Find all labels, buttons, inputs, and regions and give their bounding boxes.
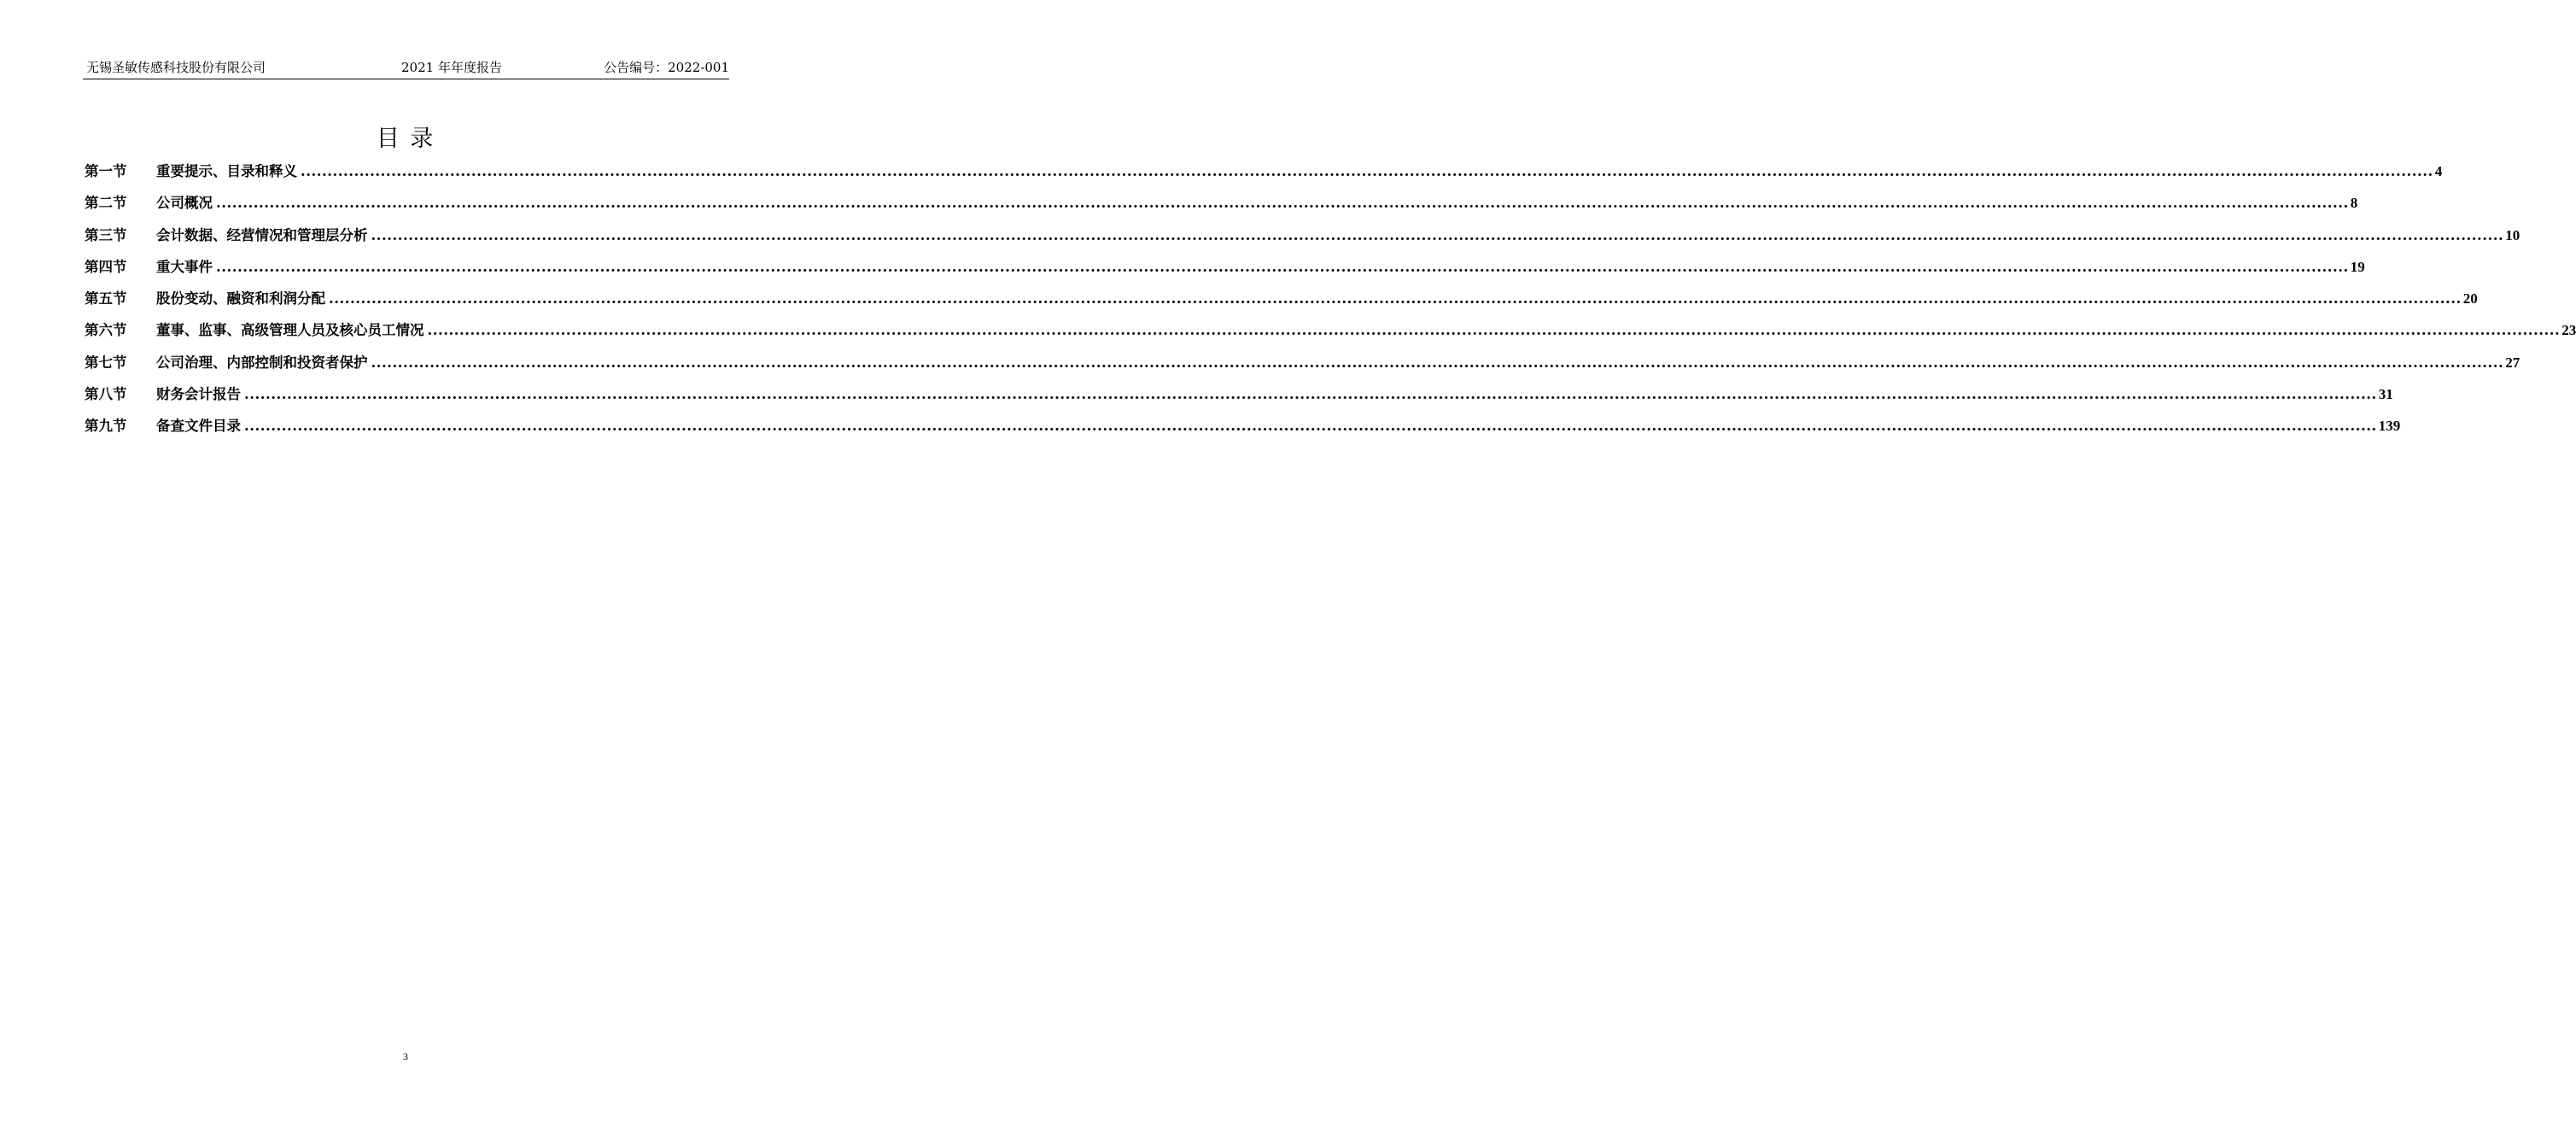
toc-page-number: 27	[2505, 354, 2521, 371]
toc-entry[interactable]	[85, 287, 2478, 319]
toc-dot-leader: ................................................................................................................................................................................................................................................................................................................................................................................................................	[244, 418, 2377, 435]
toc-section-title: 公司概况	[156, 195, 213, 212]
toc-entry[interactable]	[85, 191, 2358, 223]
header-company-name: 无锡圣敏传感科技股份有限公司	[86, 60, 266, 75]
toc-section-title: 会计数据、经营情况和管理层分析	[156, 226, 368, 243]
toc-page-number: 20	[2462, 290, 2478, 308]
toc-section-number: 第四节	[85, 258, 127, 275]
toc-entry[interactable]	[85, 383, 2393, 414]
toc-section-title: 公司治理、内部控制和投资者保护	[156, 354, 368, 371]
header-announcement-number: 公告编号：2022-001	[604, 60, 729, 75]
toc-page-number: 139	[2378, 418, 2401, 435]
toc-dot-leader: ................................................................................................................................................................................................................................................................................................................................................................................................................	[371, 226, 2504, 243]
toc-entry[interactable]	[85, 351, 2521, 383]
toc-section-number: 第九节	[85, 418, 127, 435]
toc-page-number: 19	[2350, 258, 2365, 275]
toc-section-title: 财务会计报告	[156, 386, 241, 403]
toc-dot-leader: ................................................................................................................................................................................................................................................................................................................................................................................................................	[216, 258, 2349, 275]
toc-section-number: 第二节	[85, 195, 127, 212]
toc-entry[interactable]	[85, 319, 2576, 350]
toc-dot-leader: ................................................................................................................................................................................................................................................................................................................................................................................................................	[244, 386, 2377, 403]
toc-dot-leader: ................................................................................................................................................................................................................................................................................................................................................................................................................	[301, 163, 2433, 179]
toc-dot-leader: ................................................................................................................................................................................................................................................................................................................................................................................................................	[216, 195, 2349, 212]
toc-page-number: 31	[2378, 386, 2393, 403]
toc-section-title: 重大事件	[156, 258, 213, 275]
toc-page-number: 8	[2350, 195, 2358, 212]
toc-section-number: 第六节	[85, 322, 127, 339]
toc-section-number: 第七节	[85, 354, 127, 371]
toc-page-number: 4	[2434, 163, 2443, 179]
toc-section-number: 第五节	[85, 290, 127, 308]
toc-dot-leader: ................................................................................................................................................................................................................................................................................................................................................................................................................	[329, 290, 2462, 308]
toc-section-number: 第三节	[85, 226, 127, 243]
toc-entry[interactable]	[85, 224, 2521, 255]
toc-section-number: 第八节	[85, 386, 127, 403]
toc-entry[interactable]	[85, 255, 2365, 287]
toc-section-title: 股份变动、融资和利润分配	[156, 290, 325, 308]
header-report-title: 2021 年年度报告	[401, 60, 502, 75]
toc-page-number: 23	[2561, 322, 2576, 339]
table-of-contents	[85, 160, 2576, 447]
toc-section-title: 董事、监事、高级管理人员及核心员工情况	[156, 322, 424, 339]
toc-section-number: 第一节	[85, 163, 127, 179]
toc-section-title: 备查文件目录	[156, 418, 241, 435]
toc-entry[interactable]	[85, 160, 2443, 191]
page-header	[83, 56, 729, 79]
page-number: 3	[403, 1051, 408, 1063]
toc-section-title: 重要提示、目录和释义	[156, 163, 297, 179]
toc-page-number: 10	[2505, 226, 2521, 243]
toc-dot-leader: ................................................................................................................................................................................................................................................................................................................................................................................................................	[371, 354, 2504, 371]
toc-dot-leader: ................................................................................................................................................................................................................................................................................................................................................................................................................	[427, 322, 2561, 339]
toc-entry[interactable]	[85, 414, 2401, 446]
page-title: 目 录	[376, 126, 435, 152]
